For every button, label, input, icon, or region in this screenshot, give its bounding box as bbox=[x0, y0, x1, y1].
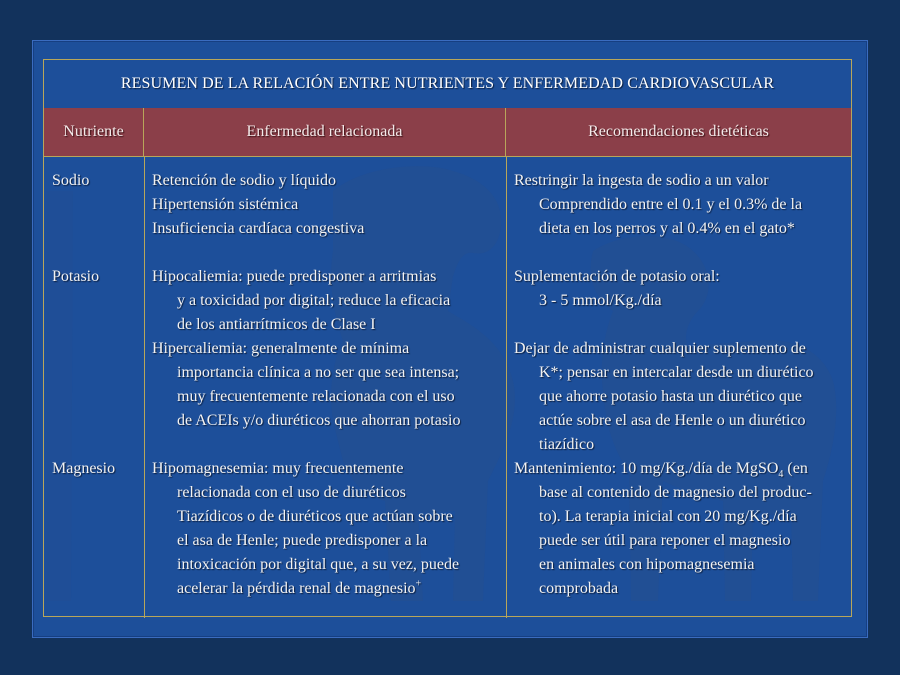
nutrient-potasio: Potasio bbox=[52, 268, 100, 285]
recommendation-sodio bbox=[514, 169, 802, 241]
disease-line: importancia clínica a no ser que sea intensa; bbox=[177, 364, 460, 381]
recommendation-potasio-stop bbox=[514, 337, 814, 457]
disease-line: muy frecuentemente relacionada con el uso bbox=[177, 388, 455, 405]
header-recommendation: Recomendaciones dietéticas bbox=[588, 123, 769, 140]
recommendation-line: 3 - 5 mmol/Kg./día bbox=[539, 292, 662, 309]
nutrient-sodio: Sodio bbox=[52, 172, 90, 189]
column-divider bbox=[144, 156, 145, 618]
disease-line: Retención de sodio y líquido bbox=[152, 172, 336, 189]
disease-magnesio bbox=[152, 457, 459, 601]
table-header-row bbox=[44, 108, 851, 157]
disease-line: Tiazídicos o de diuréticos que actúan sobre bbox=[177, 508, 453, 525]
disease-line: Hipertensión sistémica bbox=[152, 196, 299, 213]
recommendation-line-first bbox=[514, 457, 812, 481]
disease-line: Insuficiencia cardíaca congestiva bbox=[152, 220, 365, 237]
nutrient-magnesio: Magnesio bbox=[52, 460, 116, 477]
disease-text: acelerar la pérdida renal de magnesio bbox=[177, 580, 416, 597]
disease-line: y a toxicidad por digital; reduce la eficacia bbox=[177, 292, 451, 309]
recommendation-line: que ahorre potasio hasta un diurético que bbox=[539, 388, 803, 405]
header-nutrient: Nutriente bbox=[44, 108, 144, 156]
recommendation-line: puede ser útil para reponer el magnesio bbox=[539, 532, 791, 549]
recommendation-potasio-oral bbox=[514, 265, 720, 313]
disease-line: intoxicación por digital que, a su vez, puede bbox=[177, 556, 460, 573]
disease-line: el asa de Henle; puede predisponer a la bbox=[177, 532, 428, 549]
disease-line: Hipercaliemia: generalmente de mínima bbox=[152, 340, 410, 357]
subscript: 4 bbox=[778, 469, 784, 481]
summary-table bbox=[43, 59, 852, 617]
disease-line: Hipocaliemia: puede predisponer a arritmias bbox=[152, 268, 437, 285]
recommendation-magnesio bbox=[514, 457, 812, 601]
recommendation-line: Restringir la ingesta de sodio a un valor bbox=[514, 172, 769, 189]
recommendation-line: comprobada bbox=[539, 580, 619, 597]
recommendation-line: K*; pensar en intercalar desde un diurético bbox=[539, 364, 814, 381]
recommendation-line: tiazídico bbox=[539, 436, 595, 453]
recommendation-line: Comprendido entre el 0.1 y el 0.3% de la bbox=[539, 196, 803, 213]
footnote-marker: + bbox=[415, 578, 422, 590]
table-title: RESUMEN DE LA RELACIÓN ENTRE NUTRIENTES Y ENFERMEDAD CARDIOVASCULAR bbox=[44, 60, 851, 109]
disease-line: relacionada con el uso de diuréticos bbox=[177, 484, 406, 501]
disease-potasio bbox=[152, 265, 461, 433]
slide bbox=[32, 40, 868, 638]
disease-sodio bbox=[152, 169, 364, 241]
recommendation-line: to). La terapia inicial con 20 mg/Kg./día bbox=[539, 508, 797, 525]
recommendation-line: actúe sobre el asa de Henle o un diurético bbox=[539, 412, 806, 429]
disease-line: de los antiarrítmicos de Clase I bbox=[177, 316, 376, 333]
recommendation-text: Mantenimiento: 10 mg/Kg./día de MgSO bbox=[514, 460, 779, 477]
recommendation-line: Suplementación de potasio oral: bbox=[514, 268, 720, 285]
disease-line: de ACEIs y/o diuréticos que ahorran potasio bbox=[177, 412, 461, 429]
recommendation-line: dieta en los perros y al 0.4% en el gato* bbox=[539, 220, 795, 237]
recommendation-line: Dejar de administrar cualquier suplemento de bbox=[514, 340, 806, 357]
column-divider bbox=[506, 156, 507, 618]
recommendation-text: (en bbox=[783, 460, 808, 477]
disease-line: Hipomagnesemia: muy frecuentemente bbox=[152, 460, 404, 477]
recommendation-line: base al contenido de magnesio del produc- bbox=[539, 484, 812, 501]
header-disease: Enfermedad relacionada bbox=[144, 108, 506, 156]
recommendation-line: en animales con hipomagnesemia bbox=[539, 556, 755, 573]
disease-line-last bbox=[152, 577, 459, 601]
